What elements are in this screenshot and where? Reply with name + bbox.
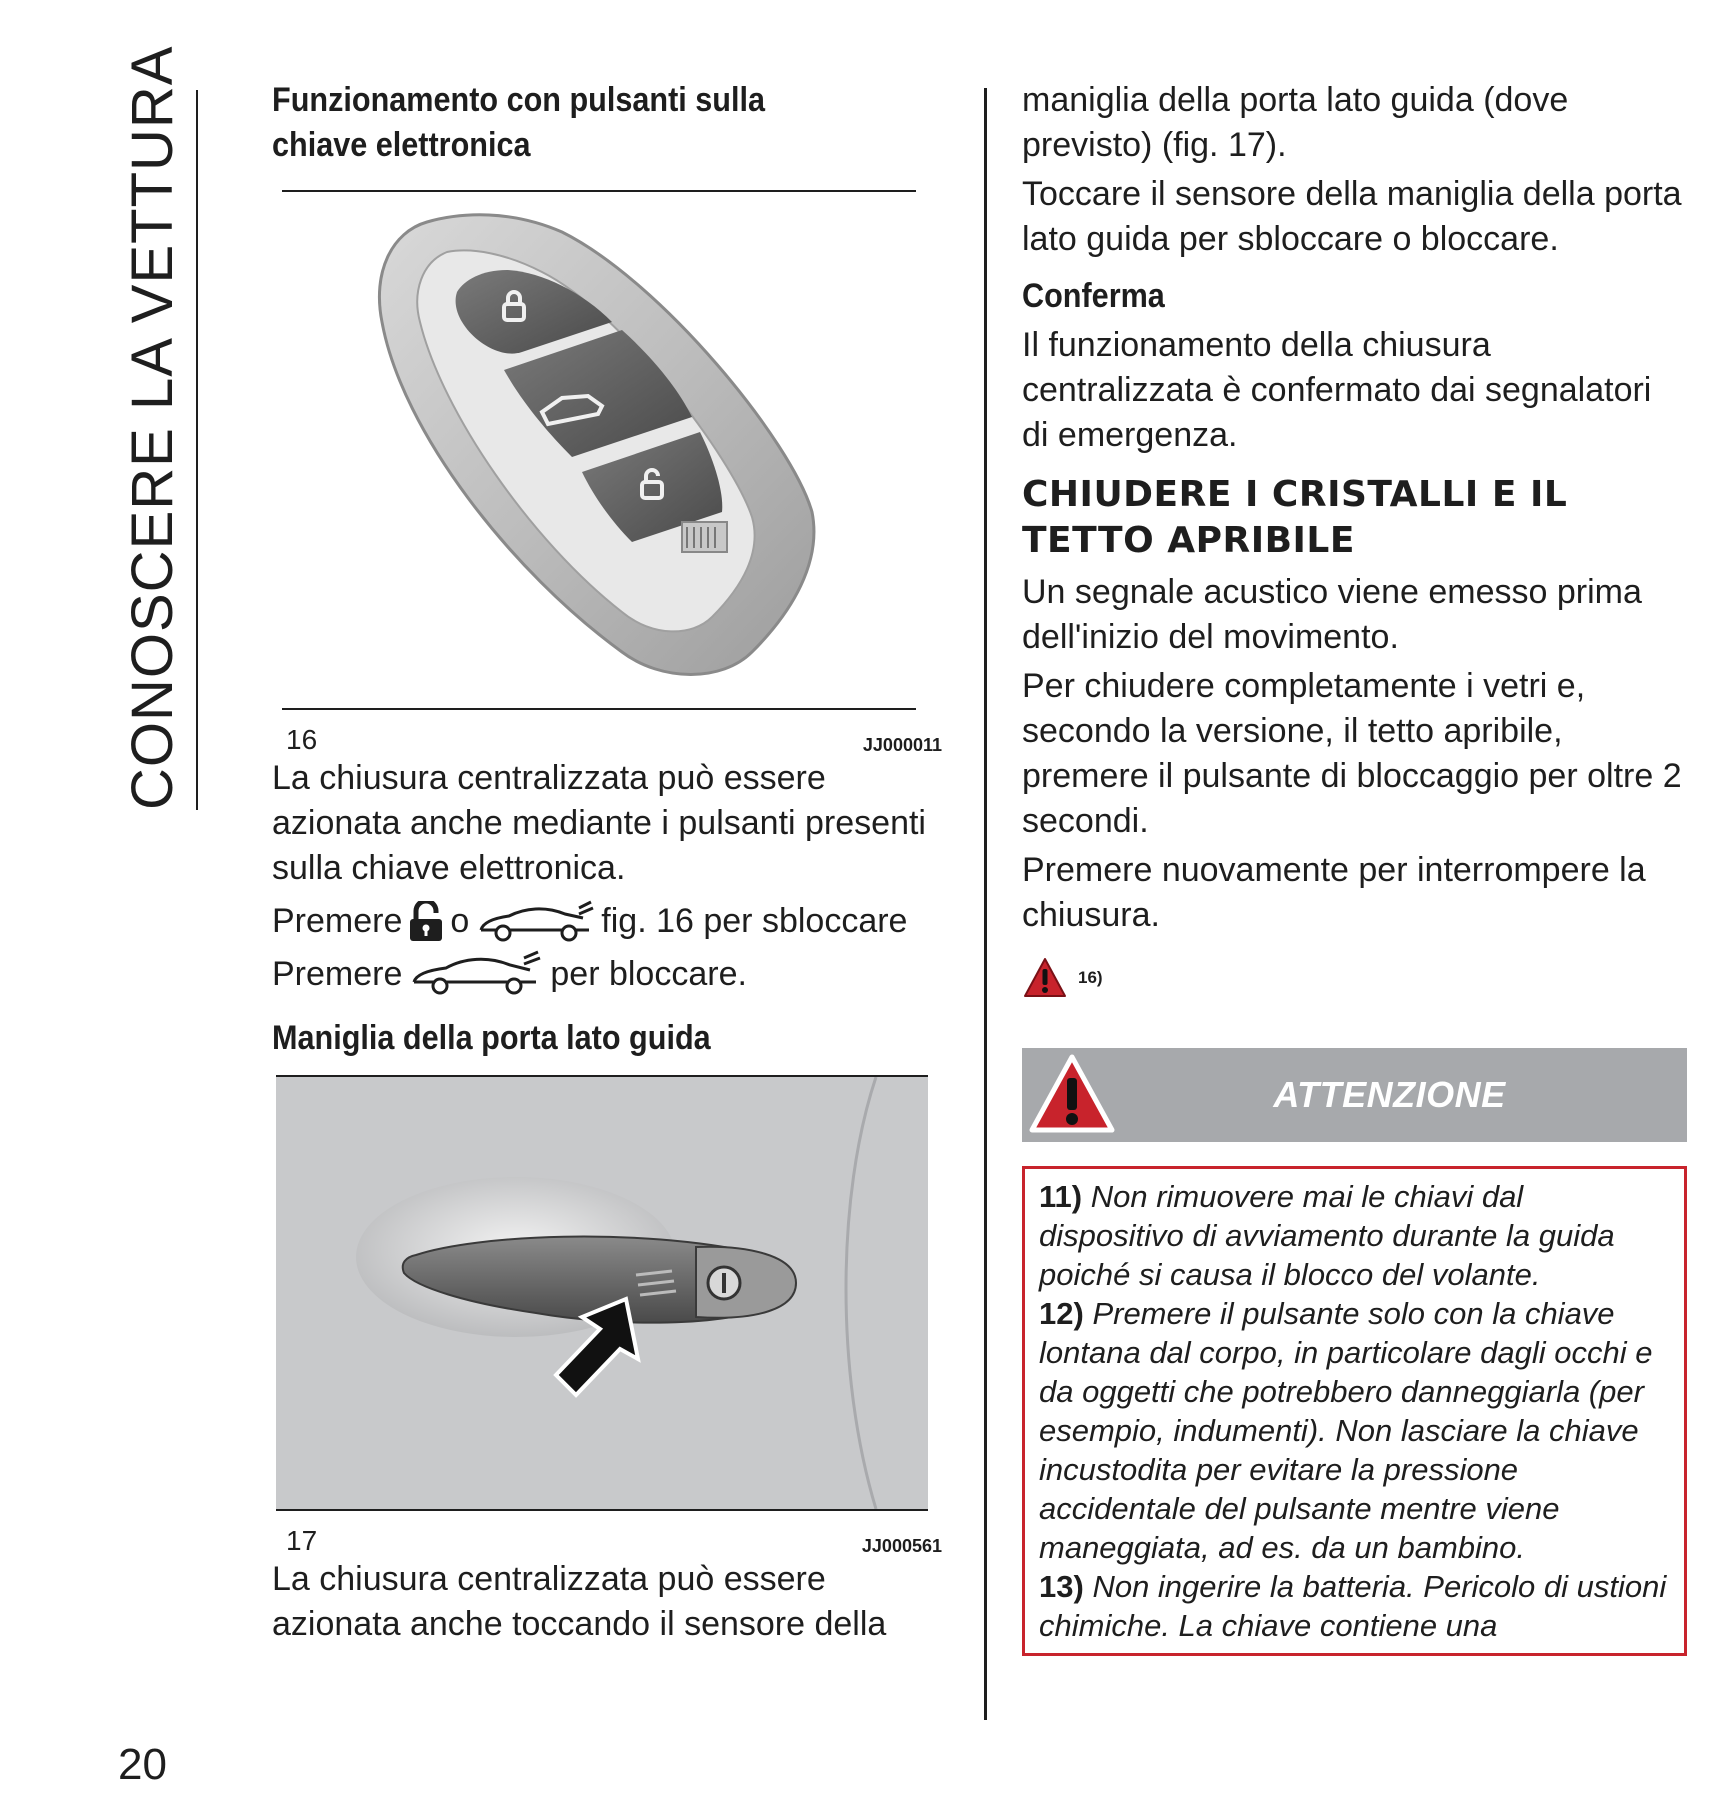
warning-reference-number: 16)	[1078, 968, 1103, 987]
warnings-box	[1022, 1166, 1687, 1656]
unlock-instruction	[272, 899, 942, 944]
unlock-press-label: Premere	[272, 902, 403, 940]
warning-item	[1039, 1567, 1672, 1645]
left-paragraph-2: La chiusura centralizzata può essere azionata anche toccando il sensore della	[272, 1560, 887, 1643]
warning-item-text: Premere il pulsante solo con la chiave lontana dal corpo, in particolare dagli occhi e da oggetti che potrebbero danneggiarla (per esempio, indumenti). Non lasciare la chiave incustodita per evitare la pressione accidentale del pulsante mentre viene maneggiata, ad es. da un bambino.	[1039, 1296, 1653, 1565]
right-paragraph-6: Premere nuovamente per interrompere la chiusura.	[1022, 851, 1646, 934]
heading-conferma: Conferma	[1022, 277, 1165, 315]
lock-press-label: Premere	[272, 954, 403, 993]
figure-16-number: 16	[286, 724, 318, 755]
figure-17-caption	[272, 1511, 942, 1557]
left-paragraph-1: La chiusura centralizzata può essere azionata anche mediante i pulsanti presenti sulla chiave elettronica.	[272, 759, 926, 887]
warning-reference	[1022, 952, 1687, 1004]
right-paragraph-3: Il funzionamento della chiusura centralizzata è confermato dai segnalatori di emergenza.	[1022, 326, 1652, 454]
left-column	[272, 78, 942, 1647]
side-divider	[196, 90, 198, 810]
figure-17-code: JJ000561	[861, 1536, 942, 1556]
figure-17	[272, 1075, 942, 1557]
unlock-or-label: o	[450, 902, 470, 940]
page-number: 20	[118, 1740, 167, 1789]
warning-item-number: 11)	[1039, 1179, 1083, 1214]
right-column	[1022, 78, 1687, 1656]
heading-driver-handle: Maniglia della porta lato guida	[272, 1019, 711, 1057]
car-tailgate-icon	[408, 950, 544, 998]
section-heading-windows: CHIUDERE I CRISTALLI E IL TETTO APRIBILE	[1022, 474, 1568, 561]
right-paragraph-4: Un segnale acustico viene emesso prima dell'inizio del movimento.	[1022, 573, 1642, 656]
attention-banner	[1022, 1048, 1687, 1142]
warning-item	[1039, 1177, 1672, 1294]
warning-item	[1039, 1294, 1672, 1567]
figure-16-code: JJ000011	[862, 735, 942, 755]
right-paragraph-5: Per chiudere completamente i vetri e, secondo la versione, il tetto apribile, premere il pulsante di bloccaggio per oltre 2 secondi.	[1022, 667, 1682, 840]
figure-17-number: 17	[286, 1525, 318, 1556]
right-paragraph-2: Toccare il sensore della maniglia della porta lato guida per sbloccare o bloccare.	[1022, 175, 1682, 258]
figure-16-caption	[272, 710, 942, 756]
column-divider	[984, 88, 987, 1720]
heading-key-buttons: Funzionamento con pulsanti sulla chiave elettronica	[272, 81, 766, 164]
warning-item-number: 12)	[1039, 1296, 1084, 1331]
key-fob-image	[282, 192, 916, 708]
lock-instruction	[272, 950, 942, 998]
right-paragraph-1: maniglia della porta lato guida (dove previsto) (fig. 17).	[1022, 81, 1569, 164]
door-handle-image	[276, 1077, 928, 1509]
lock-action-label: per bloccare.	[550, 954, 747, 993]
unlock-fig-label: fig. 16 per sbloccare	[601, 902, 908, 940]
attention-label: ATTENZIONE	[1273, 1074, 1506, 1115]
warning-item-text: Non ingerire la batteria. Pericolo di ustioni chimiche. La chiave contiene una	[1039, 1569, 1667, 1643]
padlock-open-icon	[408, 901, 444, 943]
figure-16	[272, 190, 942, 756]
car-tailgate-icon	[475, 900, 595, 944]
warning-item-number: 13)	[1039, 1569, 1084, 1604]
warning-item-text: Non rimuovere mai le chiavi dal dispositivo di avviamento durante la guida poiché si causa il blocco del volante.	[1039, 1179, 1615, 1292]
warning-triangle-icon	[1022, 956, 1068, 1000]
side-section-title: CONOSCERE LA VETTURA	[120, 45, 185, 810]
